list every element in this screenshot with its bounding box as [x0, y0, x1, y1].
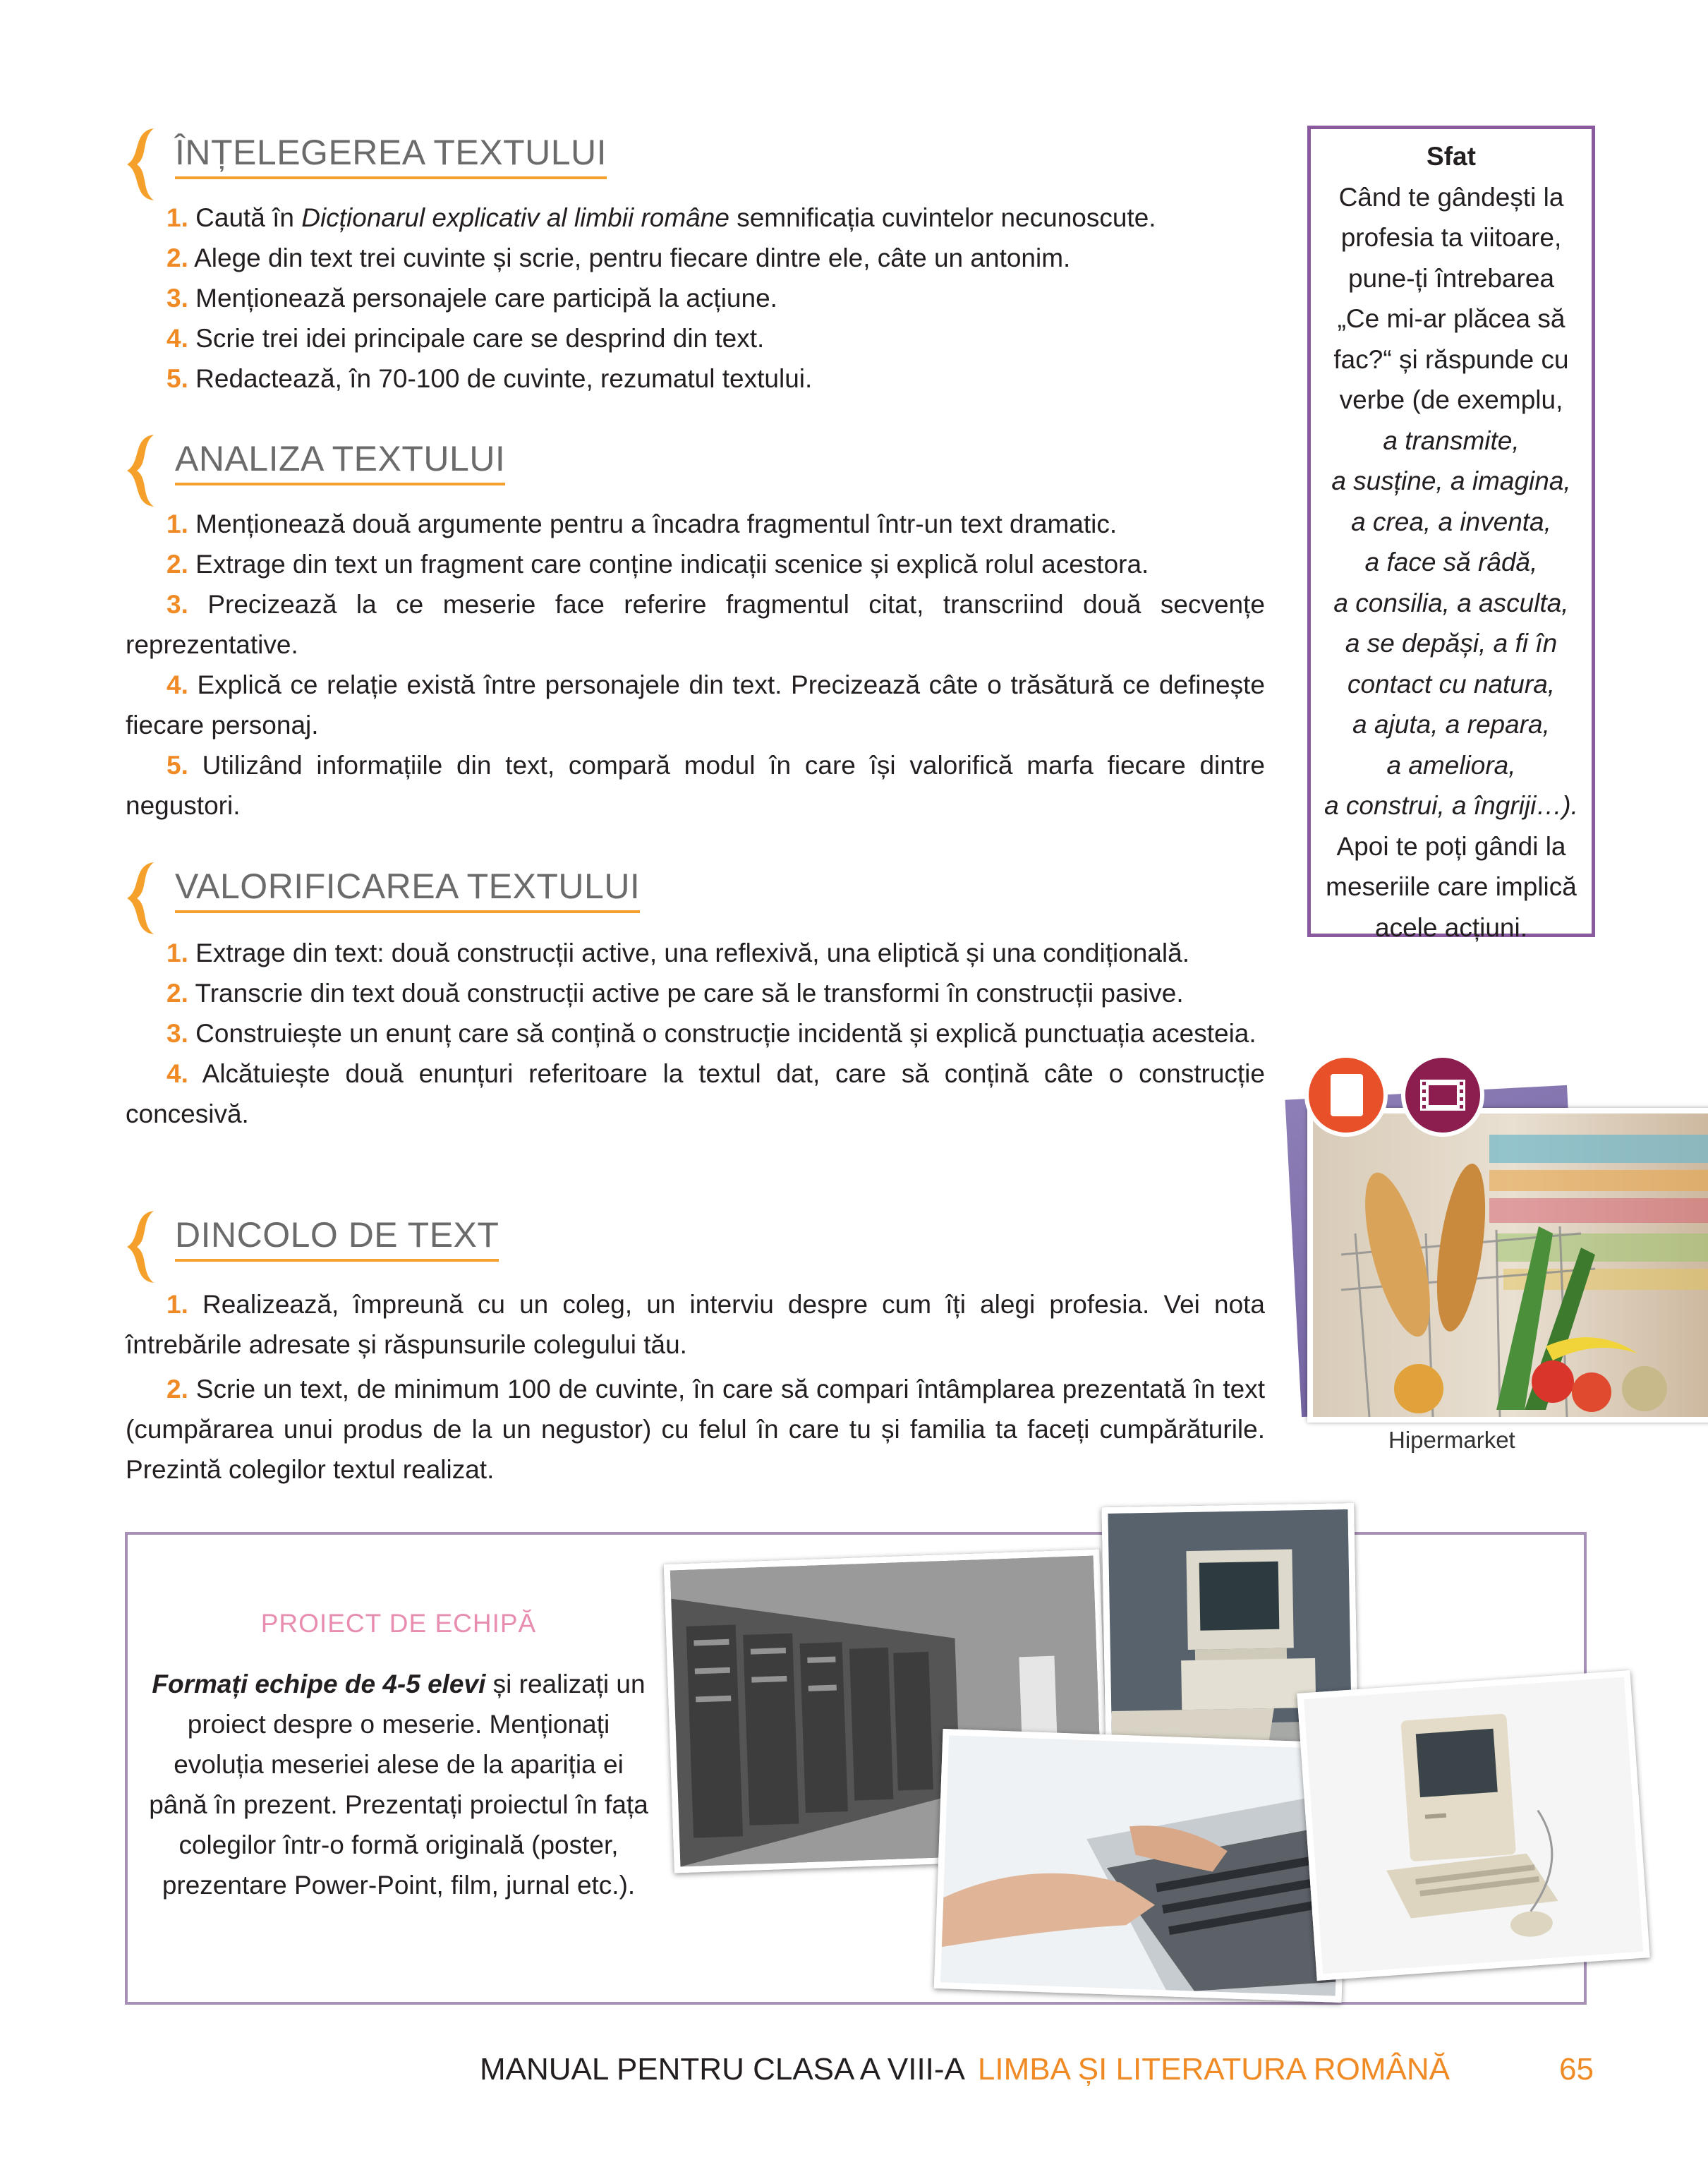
sfat-line: fac?“ și răspunde cu — [1333, 344, 1569, 374]
list-item: 4. Explică ce relație există între personajele din text. Precizează câte o trăsătură ce definește fiecare personaj. — [126, 670, 1265, 740]
list-item: 4. Scrie trei idei principale care se desprind din text. — [166, 324, 765, 353]
sfat-line: a construi, a îngriji…). — [1324, 791, 1578, 820]
photo-macintosh — [1297, 1670, 1649, 1981]
sfat-line: Apoi te poți gândi la — [1336, 831, 1566, 861]
orange-brace-icon — [120, 432, 162, 509]
project-bold: Formați echipe de 4-5 elevi — [152, 1670, 486, 1698]
page-footer — [480, 2052, 1609, 2087]
sfat-line: „Ce mi-ar plăcea să — [1337, 304, 1565, 333]
sfat-line: contact cu natura, — [1347, 669, 1556, 699]
list-item: 1. Menționează două argumente pentru a încadra fragmentul într-un text dramatic. — [166, 509, 1118, 538]
sfat-line: meseriile care implică — [1326, 872, 1577, 901]
section-title: VALORIFICAREA TEXTULUI — [175, 865, 640, 913]
workbook-icon[interactable] — [1304, 1053, 1388, 1137]
section-list-intelegerea — [126, 198, 1265, 399]
sfat-line: verbe (de exemplu, — [1339, 385, 1563, 414]
list-item: 5. Redactează, în 70-100 de cuvinte, rezumatul textului. — [166, 364, 813, 393]
list-item: 2. Alege din text trei cuvinte și scrie, pentru fiecare dintre ele, câte un antonim. — [166, 243, 1071, 272]
sfat-line: a crea, a inventa, — [1351, 507, 1551, 536]
project-heading: PROIECT DE ECHIPĂ — [260, 1609, 537, 1638]
sfat-title: Sfat — [1427, 142, 1476, 171]
sfat-line: pune-ți întrebarea — [1347, 263, 1555, 293]
film-icon[interactable] — [1400, 1053, 1485, 1137]
sfat-box — [1307, 126, 1595, 942]
photo-caption: Hipermarket — [1388, 1427, 1515, 1453]
list-item: 4. Alcătuiește două enunțuri referitoare la textul dat, care să conțină câte o construcție concesivă. — [126, 1059, 1265, 1128]
hypermarket-photo — [1307, 1108, 1708, 1423]
sfat-line: a se depăși, a fi în — [1345, 629, 1558, 658]
project-text: Formați echipe de 4-5 elevi și realizați un proiect despre o meserie. Menționați evoluția meseriei alese de la apariția ei până în prezent. Prezentați proiectul în fața colegilor într-o formă originală (poster, prezentare Power-Point, film, jurnal etc.). — [149, 1670, 648, 1900]
list-item: 5. Utilizând informațiile din text, compară modul în care își valorifică marfa fiecare dintre negustori. — [126, 751, 1265, 820]
list-item: 3. Menționează personajele care participă la acțiune. — [166, 284, 777, 313]
list-item: 2. Scrie un text, de minimum 100 de cuvinte, în care să compari întâmplarea prezentată în text (cumpărarea unui produs de la un negustor) cu felul în care tu și familia ta faceți cumpărăturile. Prezintă colegilor textul realizat. — [126, 1375, 1266, 1484]
sfat-line: a transmite, — [1383, 425, 1520, 455]
section-title: ÎNȚELEGEREA TEXTULUI — [175, 131, 607, 179]
sfat-line: acele acțiuni. — [1375, 912, 1527, 942]
list-item: 1. Realizează, împreună cu un coleg, un interviu despre cum îți alegi profesia. Vei nota întrebările adresate și răspunsurile colegului tău. — [126, 1290, 1266, 1359]
footer-manual: MANUAL PENTRU CLASA A VIII-A — [480, 2052, 965, 2087]
orange-brace-icon — [120, 859, 162, 937]
orange-brace-icon — [120, 126, 162, 203]
sfat-line: Când te gândești la — [1338, 182, 1564, 212]
orange-brace-icon — [120, 1208, 162, 1286]
sfat-line: a ajuta, a repara, — [1352, 710, 1550, 739]
section-list-analiza — [126, 504, 1265, 826]
list-item: 3. Precizează la ce meserie face referire fragmentul citat, transcriind două secvențe reprezentative. — [126, 590, 1265, 659]
sfat-line: a face să râdă, — [1364, 548, 1538, 577]
section-list-dincolo — [126, 1284, 1265, 1490]
section-title: ANALIZA TEXTULUI — [175, 437, 505, 485]
list-item: 1. Caută în Dicționarul explicativ al limbii române semnificația cuvintelor necunoscute. — [166, 203, 1156, 232]
section-title: DINCOLO DE TEXT — [175, 1214, 499, 1262]
photo-laptop — [934, 1729, 1350, 2003]
sfat-line: a consilia, a asculta, — [1333, 588, 1569, 617]
list-item: 2. Extrage din text un fragment care conține indicații scenice și explică rolul acestora. — [166, 550, 1149, 579]
page-number: 65 — [1559, 2052, 1594, 2087]
section-list-valorificarea — [126, 933, 1265, 1134]
sfat-line: profesia ta viitoare, — [1340, 223, 1562, 252]
list-item: 1. Extrage din text: două construcții active, una reflexivă, una eliptică și una condițională. — [166, 938, 1190, 967]
sfat-line: a susține, a imagina, — [1331, 466, 1571, 495]
sfat-line: a ameliora, — [1386, 750, 1516, 780]
list-item: 3. Construiește un enunț care să conțină o construcție incidentă și explică punctuația acesteia. — [166, 1019, 1256, 1048]
list-item: 2. Transcrie din text două construcții active pe care să le transformi în construcții pasive. — [166, 979, 1184, 1008]
footer-subject: LIMBA ȘI LITERATURA ROMÂNĂ — [977, 2052, 1450, 2087]
